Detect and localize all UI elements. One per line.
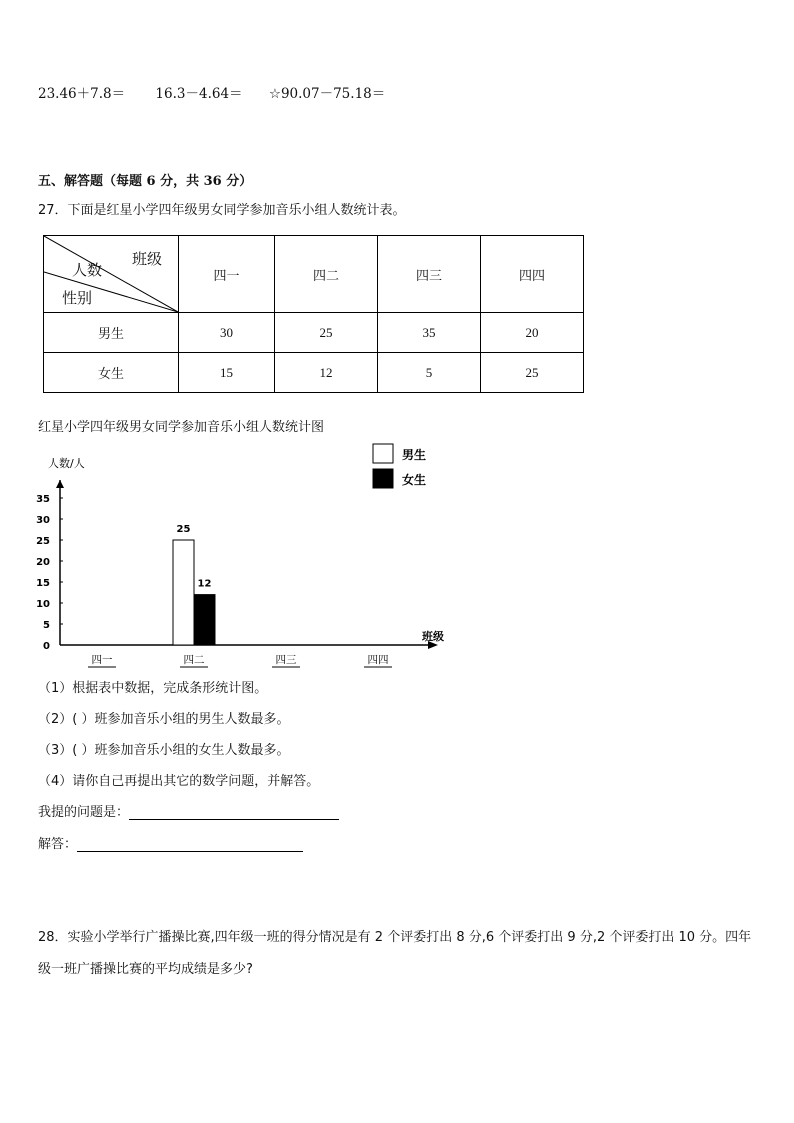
answer-blank[interactable] (77, 837, 303, 852)
my-question-label: 我提的问题是： (38, 805, 130, 820)
y-axis-label: 人数/人 (48, 457, 85, 470)
x-axis-label: 班级 (422, 630, 444, 643)
col-header: 四一 (179, 236, 275, 313)
table-cell: 25 (481, 353, 584, 393)
y-tick-label: 20 (36, 557, 50, 568)
y-tick-label: 35 (36, 494, 50, 505)
legend-swatch (373, 444, 393, 463)
table-cell: 15 (179, 353, 275, 393)
x-tick-label: 四四 (367, 654, 389, 666)
arith-2: 16.3－4.64＝ (155, 86, 243, 102)
chart-title: 红星小学四年级男女同学参加音乐小组人数统计图 (38, 420, 325, 435)
stats-table (43, 235, 584, 393)
bar-data-label: 12 (197, 578, 212, 590)
section-heading: 五、解答题（每题 6 分，共 36 分） (38, 174, 253, 189)
table-cell: 30 (179, 313, 275, 353)
col-header: 四二 (275, 236, 378, 313)
y-axis-arrow (56, 480, 64, 488)
table-row (44, 313, 584, 353)
q28-text: 28．实验小学举行广播操比赛,四年级一班的得分情况是有 2 个评委打出 8 分,6 个评委打出 9 分,2 个评委打出 10 分。四年级一班广播操比赛的平均成绩是多少? (38, 930, 752, 977)
y-tick-label: 5 (43, 620, 50, 631)
answer-line (38, 833, 303, 852)
x-tick-label: 四三 (275, 654, 297, 666)
bar-data-label: 25 (176, 524, 191, 535)
bar (194, 595, 215, 645)
col-header: 四四 (481, 236, 584, 313)
table-row (44, 353, 584, 393)
row-label: 男生 (44, 313, 179, 353)
bar-chart (30, 440, 460, 670)
subquestion-4: （4）请你自己再提出其它的数学问题，并解答。 (38, 774, 320, 789)
subquestion-1: （1）根据表中数据，完成条形统计图。 (38, 681, 268, 696)
y-tick-label: 10 (36, 599, 50, 610)
answer-label: 解答： (38, 837, 78, 852)
table-corner-cell (44, 236, 179, 313)
corner-middle: 人数 (72, 261, 103, 279)
x-tick-label: 四二 (183, 654, 205, 666)
arith-3: ☆90.07－75.18＝ (268, 86, 386, 102)
legend-label: 男生 (402, 448, 427, 462)
table-cell: 25 (275, 313, 378, 353)
table-cell: 20 (481, 313, 584, 353)
y-tick-label: 15 (36, 578, 50, 589)
x-tick-label: 四一 (91, 654, 113, 666)
table-cell: 12 (275, 353, 378, 393)
arithmetic-row (38, 82, 385, 102)
legend-swatch (373, 469, 393, 488)
bar (173, 540, 194, 645)
subquestion-3: （3）( ）班参加音乐小组的女生人数最多。 (38, 743, 290, 758)
table-cell: 5 (378, 353, 481, 393)
y-tick-label: 0 (43, 641, 50, 652)
legend-label: 女生 (402, 473, 427, 487)
my-question-line (38, 801, 339, 820)
row-label: 女生 (44, 353, 179, 393)
corner-bottom: 性别 (62, 289, 93, 307)
corner-top: 班级 (132, 250, 163, 268)
arith-1: 23.46＋7.8＝ (38, 86, 126, 102)
subquestion-2: （2）( ）班参加音乐小组的男生人数最多。 (38, 712, 290, 727)
y-tick-label: 30 (36, 515, 50, 526)
table-cell: 35 (378, 313, 481, 353)
q27-intro: 27．下面是红星小学四年级男女同学参加音乐小组人数统计表。 (38, 203, 406, 218)
my-question-blank[interactable] (129, 805, 339, 820)
col-header: 四三 (378, 236, 481, 313)
y-tick-label: 25 (36, 536, 50, 547)
